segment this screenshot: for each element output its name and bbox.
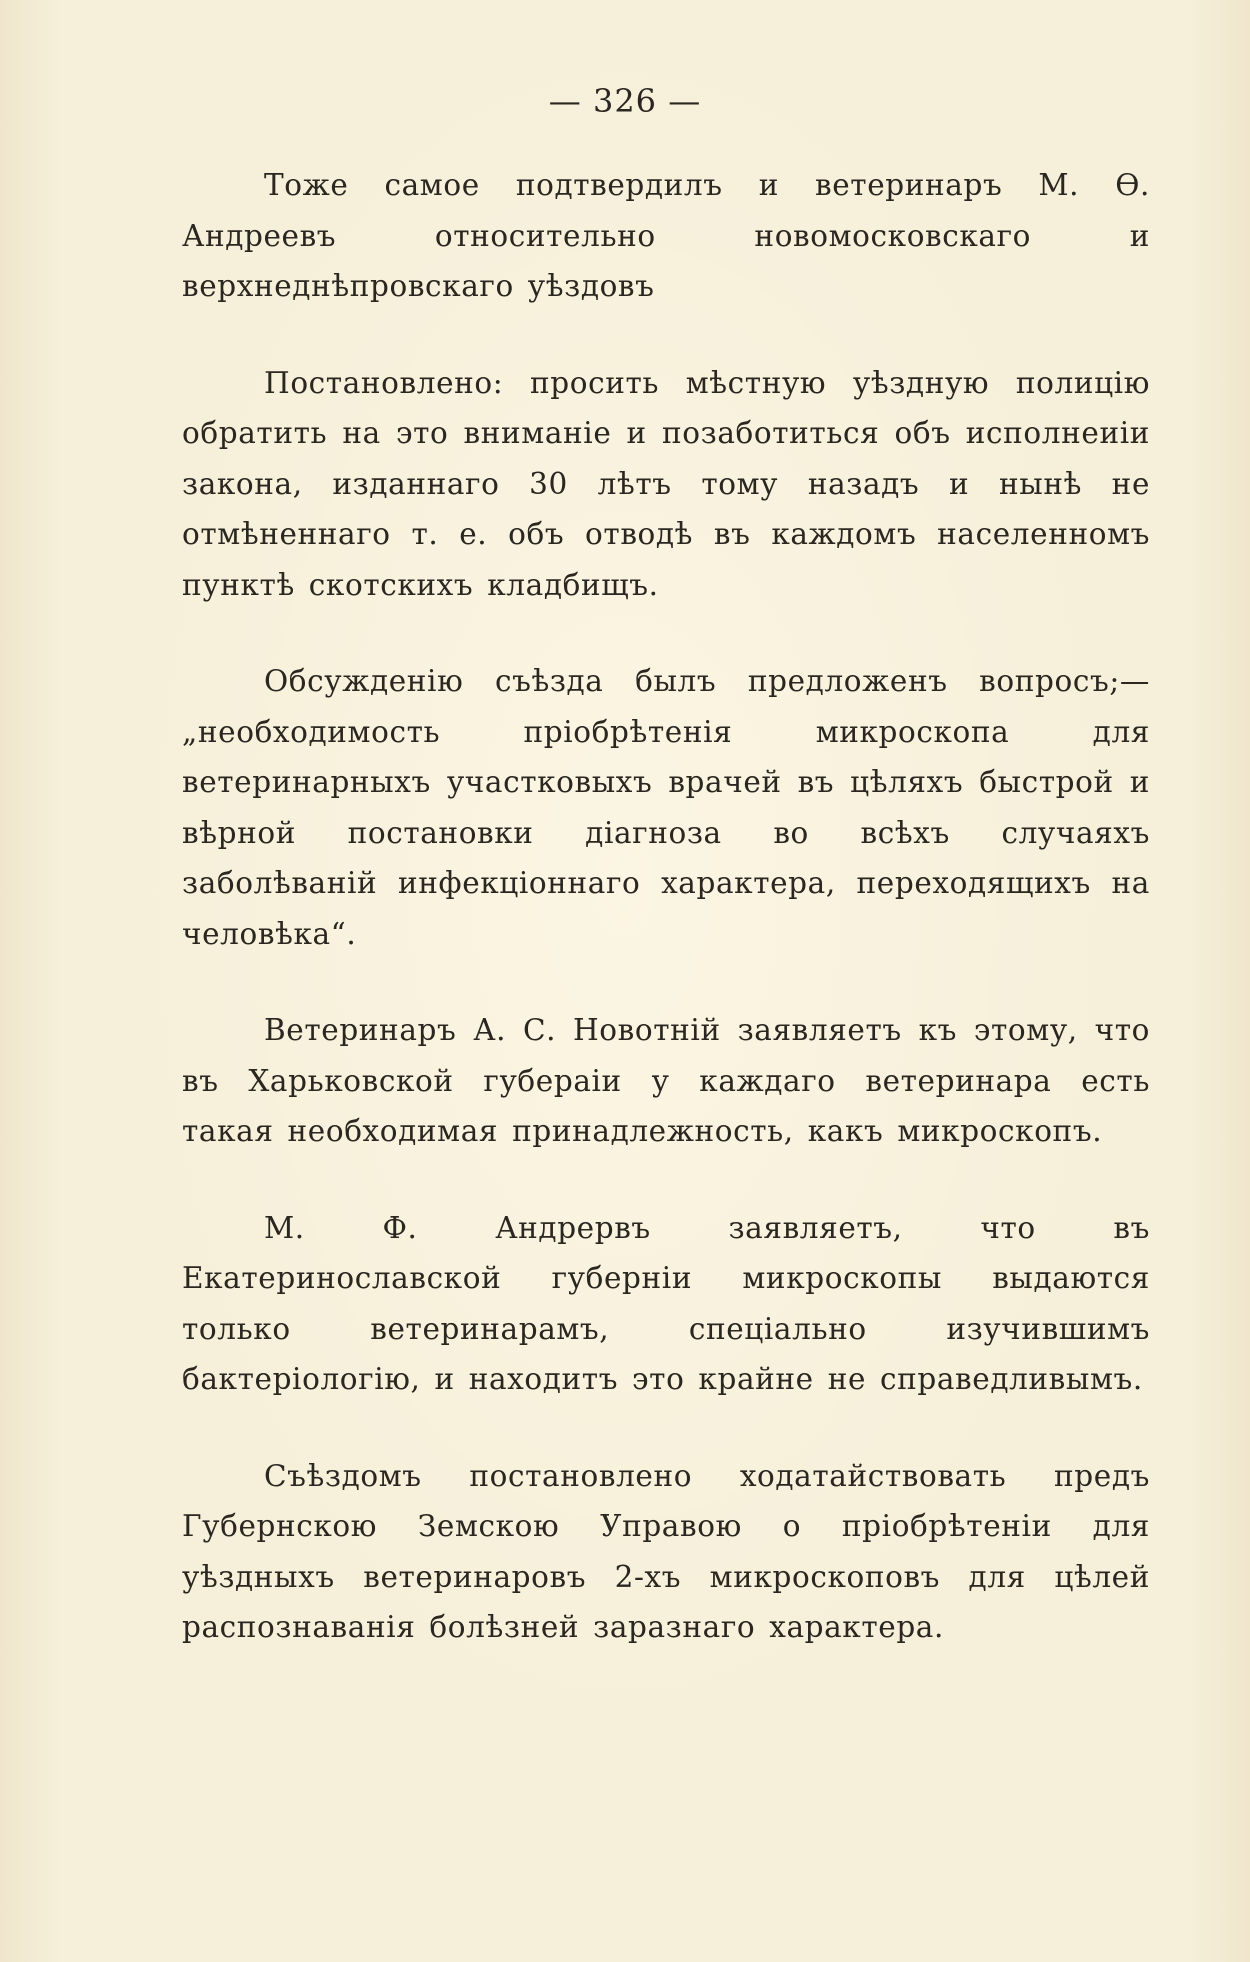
paragraph-andreev-statement: М. Ф. Андрервъ заявляетъ, что въ Екатеринославской губерніи микроскопы выдаются только ветеринарамъ, спеціально изучившимъ бактеріологію, и находитъ это крайне не справедливымъ. xyxy=(182,1210,1150,1396)
paragraph-veterinarian-andreev-confirmation: Тоже самое подтвердилъ и ветеринаръ М. Ѳ. Андреевъ относительно новомосковскаго и верхнеднѣпровскаго уѣздовъ xyxy=(182,168,1150,303)
paragraph-congress-resolution: Съѣздомъ постановлено ходатайствовать предъ Губернскою Земскою Управою о пріобрѣтеніи для уѣздныхъ ветеринаровъ 2-хъ микроскоповъ для цѣлей распознаванія болѣзней заразнаго характера. xyxy=(182,1458,1150,1644)
page-body xyxy=(182,160,1150,1699)
paragraph-resolution-police: Постановлено: просить мѣстную уѣздную полицію обратить на это вниманіе и позаботиться объ исполнеиіи закона, изданнаго 30 лѣтъ тому назадъ и нынѣ не отмѣненнаго т. е. объ отводѣ въ каждомъ населенномъ пунктѣ скотскихъ кладбищъ. xyxy=(182,365,1150,602)
paragraph-microscope-question: Обсужденію съѣзда былъ предложенъ вопросъ;— „необходимость пріобрѣтенія микроскопа для ветеринарныхъ участковыхъ врачей въ цѣляхъ быстрой и вѣрной постановки діагноза во всѣхъ случаяхъ заболѣваній инфекціоннаго характера, переходящихъ на человѣка“. xyxy=(182,664,1150,951)
page-number: — 326 — xyxy=(548,82,702,120)
paragraph-novotniy-statement: Ветеринаръ А. С. Новотній заявляетъ къ этому, что въ Харьковской губераіи у каждаго ветеринара есть такая необходимая принадлежность, какъ микроскопъ. xyxy=(182,1013,1150,1148)
